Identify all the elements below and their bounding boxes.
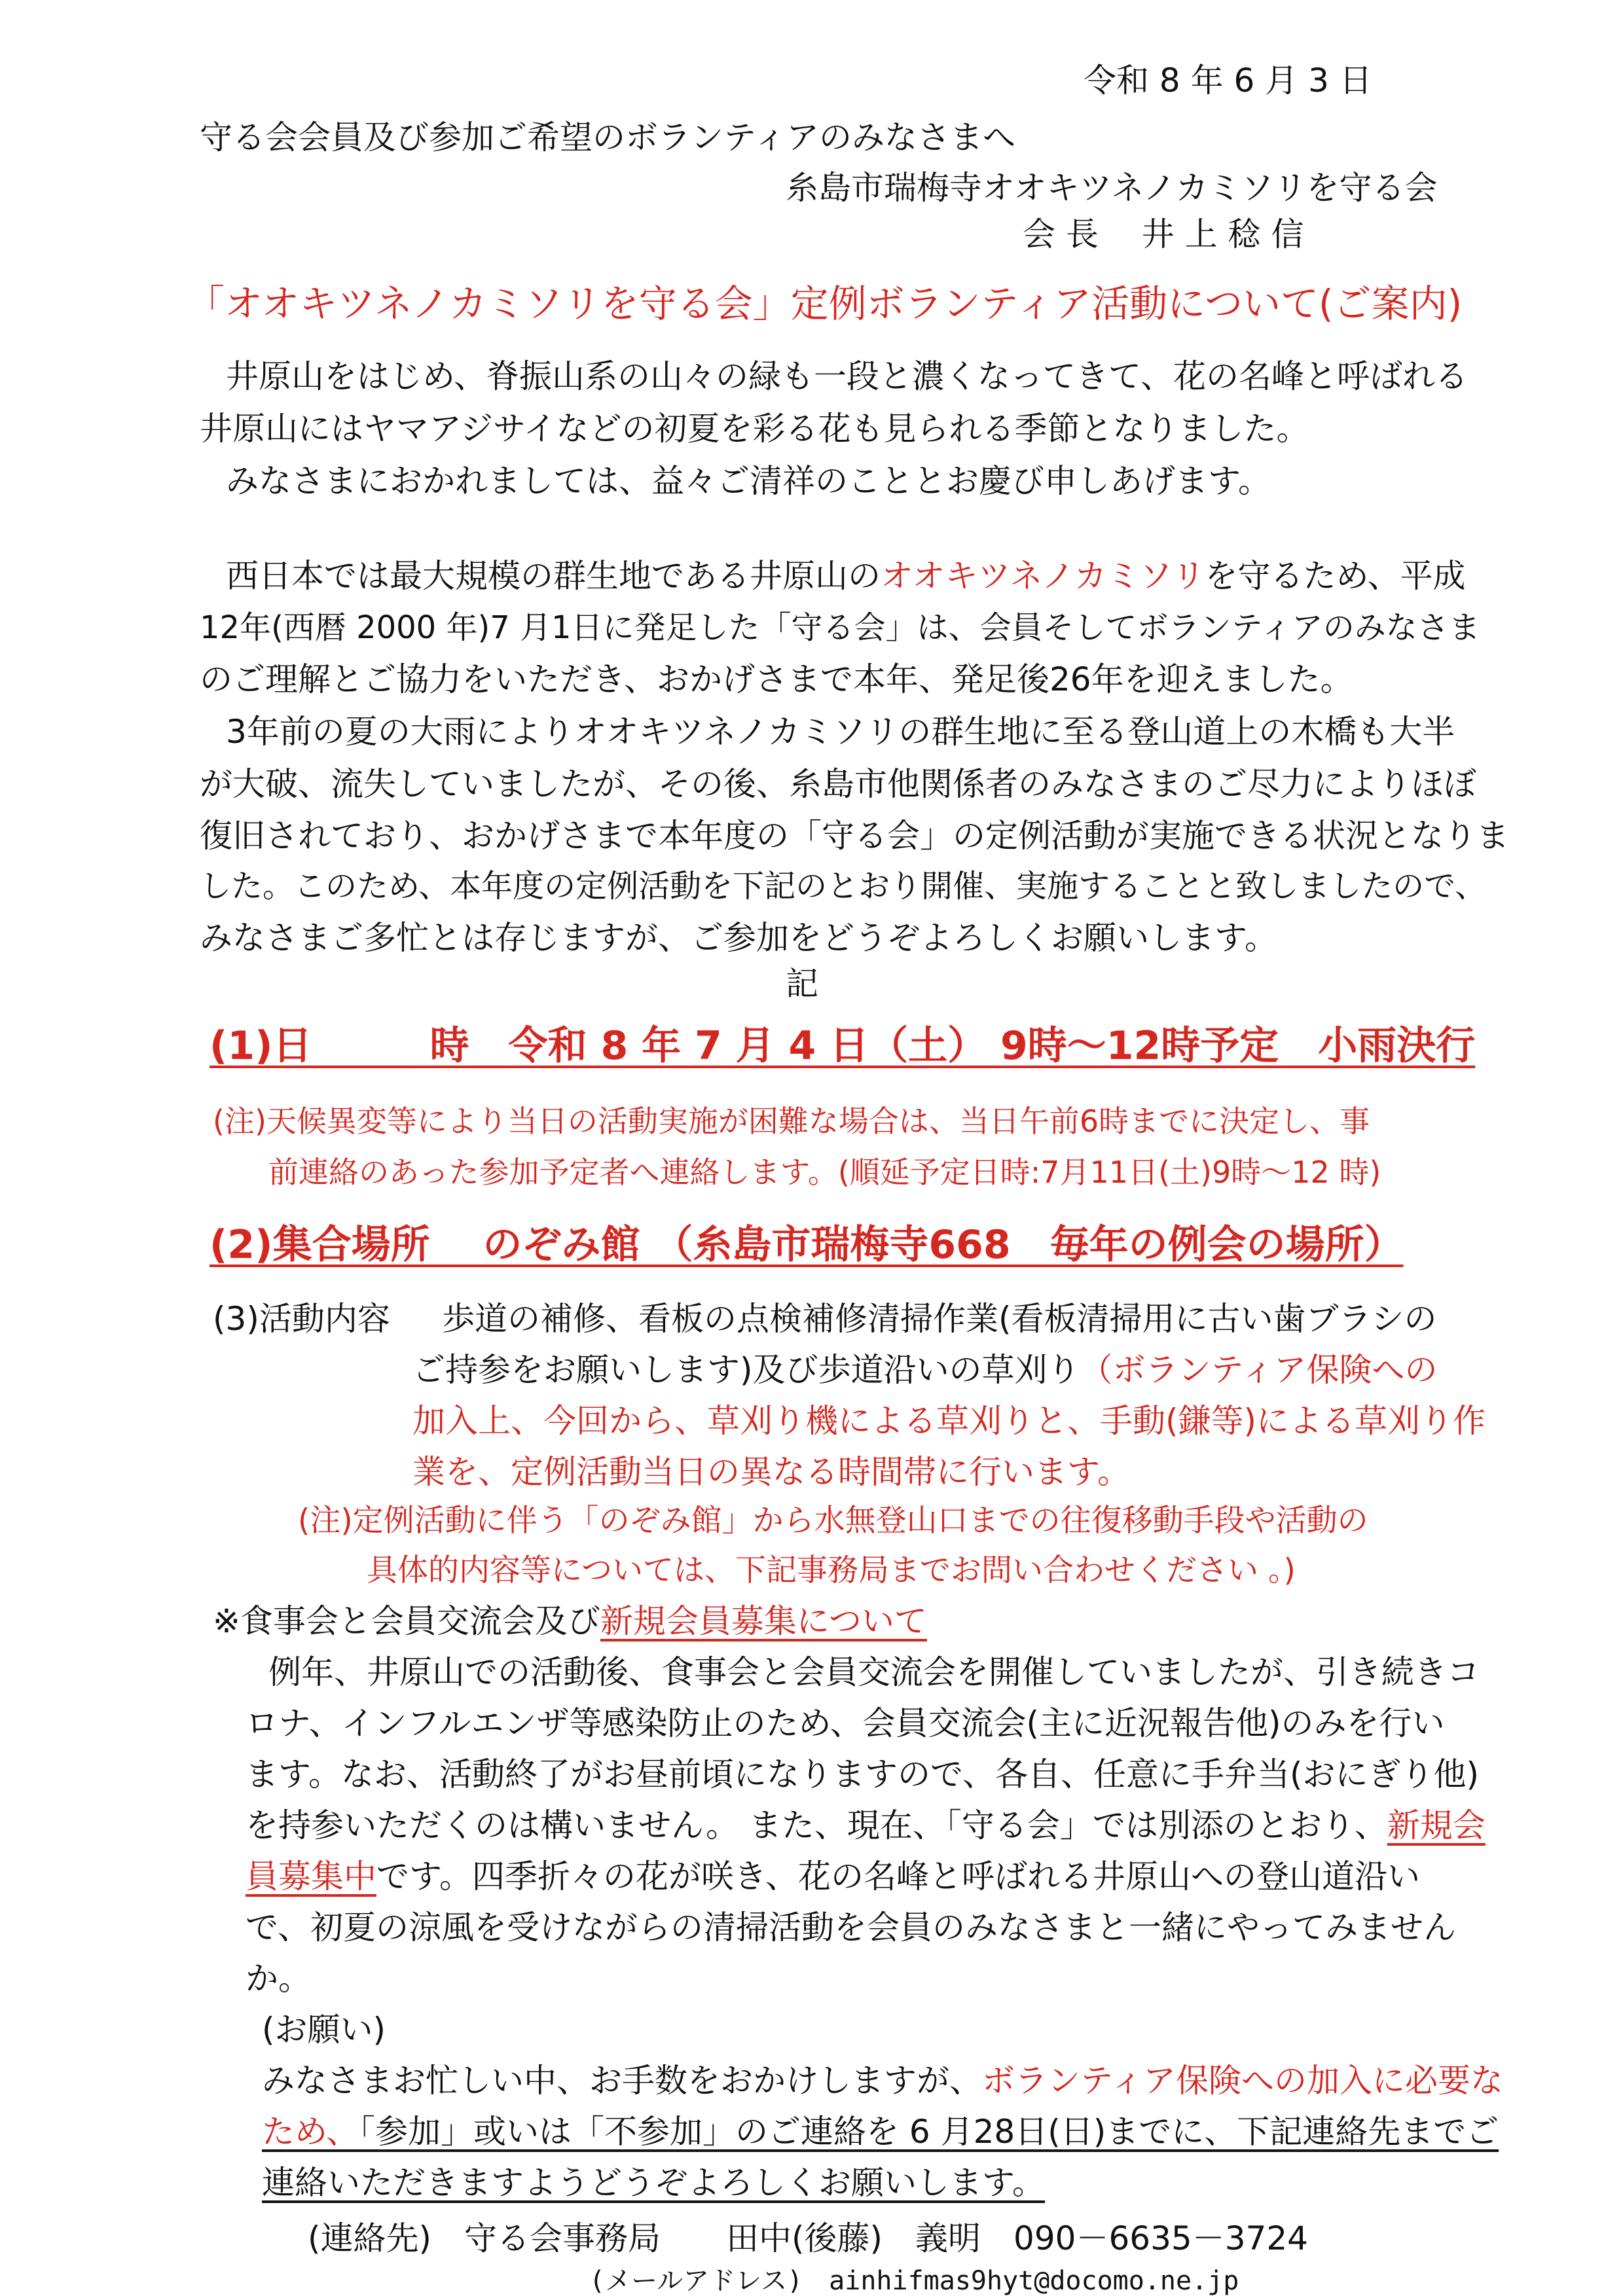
activity-line: 歩道の補修、看板の点検補修清掃作業(看板清掃用に古い歯ブラシの	[442, 1300, 1437, 1338]
activity-line: 加入上、今回から、草刈り機による草刈りと、手動(鎌等)による草刈り作	[412, 1402, 1486, 1440]
meal-line: 例年、井原山での活動後、食事会と会員交流会を開催していましたが、引き続きコ	[268, 1653, 1480, 1691]
intro-line: みなさまご多忙とは存じますが、ご参加をどうぞよろしくお願いします。	[200, 919, 1277, 957]
intro-line: が大破、流失していましたが、その後、糸島市他関係者のみなさまのご尽力によりほぼ	[200, 765, 1476, 803]
intro-line: 復旧されており、おかげさまで本年度の「守る会」の定例活動が実施できる状況となりま	[200, 817, 1509, 855]
activity-note: (注)定例活動に伴う「のぞみ館」から水無登山口までの往復移動手段や活動の	[298, 1503, 1368, 1539]
meal-line: ロナ、インフルエンザ等感染防止のため、会員交流会(主に近況報告他)のみを行い	[246, 1704, 1445, 1742]
request-heading: (お願い)	[262, 2011, 386, 2049]
organization-name: 糸島市瑞梅寺オオキツネノカミソリを守る会	[786, 169, 1438, 207]
meal-heading: ※食事会と会員交流会及び新規会員募集について	[213, 1602, 927, 1640]
item-venue-heading: (2)集合場所 のぞみ館 （糸島市瑞梅寺668 毎年の例会の場所）	[210, 1222, 1404, 1268]
item-date-note: (注)天候異変等により当日の活動実施が困難な場合は、当日午前6時までに決定し、事	[213, 1103, 1370, 1139]
flower-name: オオキツネノカミソリ	[881, 557, 1205, 595]
item-date-note: 前連絡のあった参加予定者へ連絡します。(順延予定日時:7月11日(土)9時～12 時)	[268, 1155, 1381, 1190]
intro-line: 西日本では最大規模の群生地である井原山のオオキツネノカミソリを守るため、平成	[226, 557, 1466, 595]
greeting-line: みなさまにおかれましては、益々ご清祥のこととお慶び申しあげます。	[226, 462, 1271, 500]
intro-line: 3年前の夏の大雨によりオオキツネノカミソリの群生地に至る登山道上の木橋も大半	[226, 713, 1455, 751]
item-date-heading: (1)日 時 令和 8 年 7 月 4 日（土） 9時～12時予定 小雨決行	[210, 1023, 1476, 1069]
addressee: 守る会会員及び参加ご希望のボランティアのみなさまへ	[200, 118, 1015, 156]
item-activity-label: (3)活動内容	[213, 1300, 390, 1338]
greeting-line: 井原山をはじめ、脊振山系の山々の緑も一段と濃くなってきて、花の名峰と呼ばれる	[226, 357, 1468, 395]
president-name: 会 長 井 上 稔 信	[1023, 215, 1304, 253]
document-date: 令和 8 年 6 月 3 日	[1084, 62, 1372, 99]
meal-line: か。	[246, 1960, 311, 1998]
meal-line: で、初夏の涼風を受けながらの清掃活動を会員のみなさまと一緒にやってみません	[246, 1909, 1456, 1946]
activity-line: 業を、定例活動当日の異なる時間帯に行います。	[412, 1453, 1130, 1491]
ki-mark: 記	[786, 965, 818, 1003]
request-line: みなさまお忙しい中、お手数をおかけしますが、ボランティア保険への加入に必要な	[262, 2062, 1503, 2100]
request-line: 連絡いただきますようどうぞよろしくお願いします。	[262, 2164, 1045, 2202]
request-line: ため、「参加」或いは「不参加」のご連絡を 6 月28日(日)までに、下記連絡先までご	[262, 2113, 1499, 2151]
meal-line: ます。なお、活動終了がお昼前頃になりますので、各自、任意に手弁当(おにぎり他)	[246, 1755, 1480, 1793]
meal-line: 員募集中です。四季折々の花が咲き、花の名峰と呼ばれる井原山への登山道沿い	[246, 1857, 1420, 1895]
intro-line: のご理解とご協力をいただき、おかげさまで本年、発足後26年を迎えました。	[200, 660, 1353, 698]
contact-email: (メールアドレス) ainhifmas9hyt@docomo.ne.jp	[589, 2266, 1239, 2296]
activity-line: ご持参をお願いします)及び歩道沿いの草刈り（ボランティア保険への	[412, 1351, 1438, 1389]
meal-line: を持参いただくのは構いません。 また、現在、「守る会」では別添のとおり、新規会	[246, 1806, 1486, 1844]
contact-line: (連絡先) 守る会事務局 田中(後藤) 義明 090－6635－3724	[308, 2219, 1308, 2257]
greeting-line: 井原山にはヤマアジサイなどの初夏を彩る花も見られる季節となりました。	[200, 410, 1309, 448]
document-title: 「オオキツネノカミソリを守る会」定例ボランティア活動について(ご案内)	[187, 281, 1463, 326]
intro-line: 12年(西暦 2000 年)7 月1日に発足した「守る会」は、会員そしてボランティアのみなさま	[200, 609, 1480, 646]
activity-note: 具体的内容等については、下記事務局までお問い合わせください 。)	[367, 1552, 1296, 1588]
intro-line: した。このため、本年度の定例活動を下記のとおり開催、実施することと致しましたので、	[200, 868, 1487, 905]
